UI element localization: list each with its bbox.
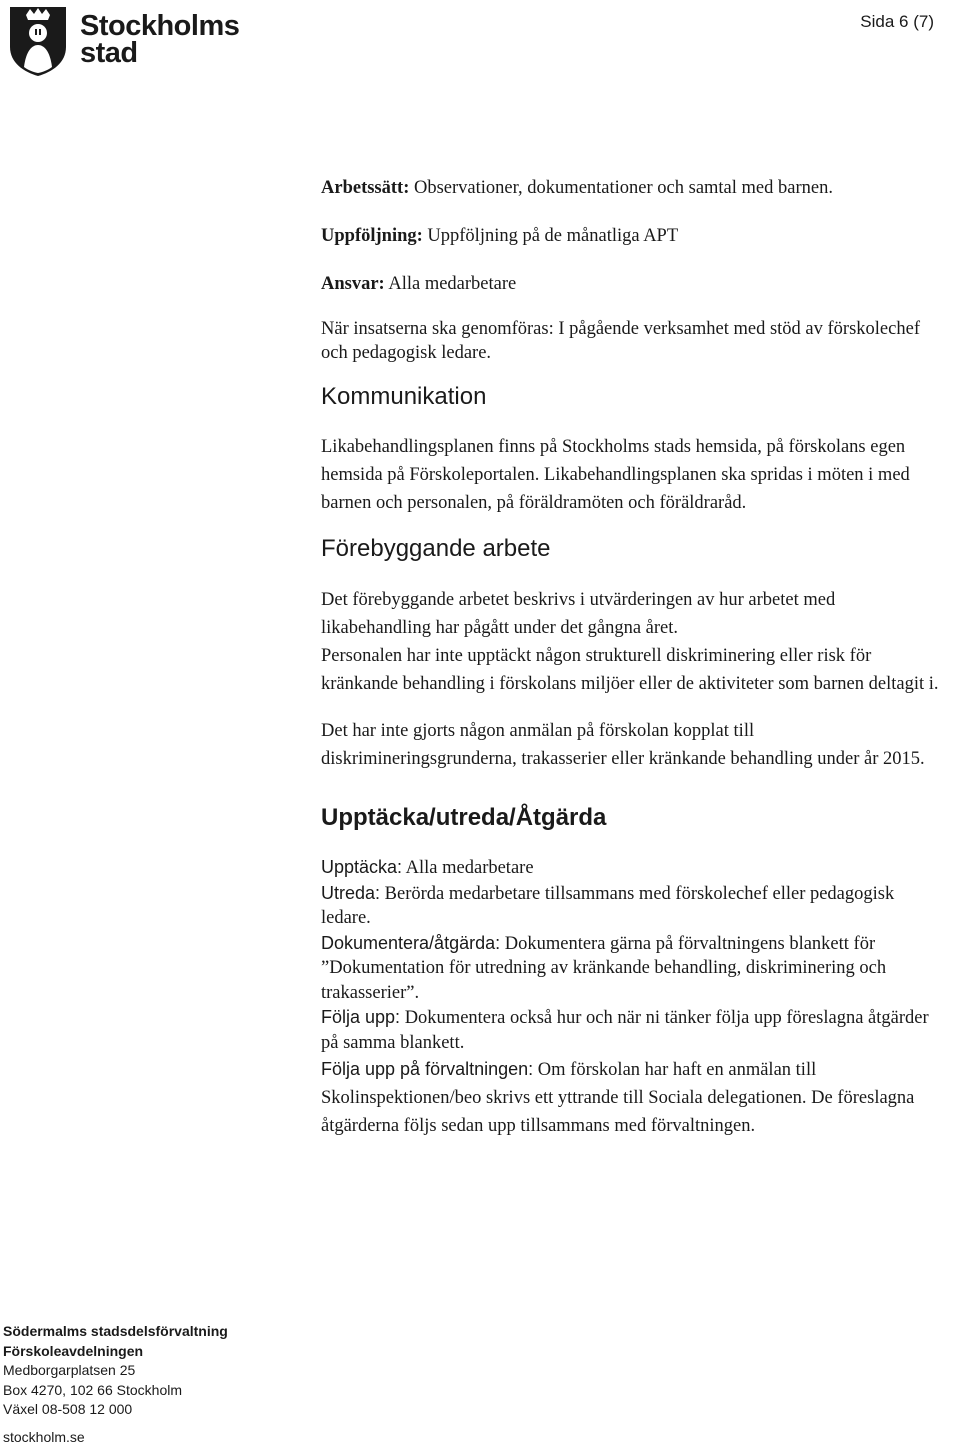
upptacka-text: Alla medarbetare — [402, 858, 534, 878]
folja-item — [321, 1005, 941, 1055]
footer-address: Medborgarplatsen 25 — [3, 1362, 136, 1378]
upptacka-label: Upptäcka: — [321, 857, 403, 877]
dokumentera-item — [321, 931, 941, 1006]
forebyggande-paragraph-3: Det har inte gjorts någon anmälan på förskolan kopplat till diskrimineringsgrunderna, trakasserier eller kränkande behandling under år 2015. — [321, 721, 925, 769]
footer-website: stockholm.se — [3, 1428, 85, 1445]
folja-text: Dokumentera också hur och när ni tänker följa upp föreslagna åtgärder på samma blankett. — [321, 1008, 929, 1053]
arbetssatt-label: Arbetssätt: — [321, 178, 410, 198]
utreda-item — [321, 881, 941, 931]
footer-box: Box 4270, 102 66 Stockholm — [3, 1381, 183, 1398]
org-name-line1: Stockholms — [80, 10, 240, 42]
stockholm-crest-icon — [6, 3, 70, 77]
dokumentera-label: Dokumentera/åtgärda: — [321, 932, 501, 953]
folja-forv-text: Om förskolan har haft en anmälan till Skolinspektionen/beo skrivs ett yttrande till Sociala delegationen. De föreslagna åtgärderna följs sedan upp tillsammans med förvaltningen. — [321, 1060, 915, 1136]
arbetssatt-text: Observationer, dokumentationer och samtal med barnen. — [409, 178, 833, 198]
kommunikation-heading: Kommunikation — [321, 383, 487, 410]
footer-department: Förskoleavdelningen — [3, 1342, 144, 1359]
ansvar-line — [321, 270, 941, 298]
uppfoljning-label: Uppföljning: — [321, 226, 423, 246]
page-number: Sida 6 (7) — [860, 12, 934, 31]
footer-phone: Växel 08-508 12 000 — [3, 1401, 133, 1417]
forebyggande-heading: Förebyggande arbete — [321, 535, 551, 562]
folja-forv-label: Följa upp på förvaltningen: — [321, 1059, 534, 1079]
org-name-line2: stad — [80, 37, 138, 69]
footer-org-name: Södermalms stadsdelsförvaltning — [3, 1323, 228, 1339]
forebyggande-paragraph-1: Det förebyggande arbetet beskrivs i utvärderingen av hur arbetet med likabehandling har pågått under det gångna året. — [321, 590, 836, 638]
upptacka-heading: Upptäcka/utreda/Åtgärda — [321, 804, 607, 831]
forebyggande-paragraph-2: Personalen har inte upptäckt någon strukturell diskriminering eller risk för kränkande behandling i förskolans miljöer eller de aktiviteter som barnen deltagit i. — [321, 646, 939, 694]
logo — [6, 3, 239, 77]
ansvar-label: Ansvar: — [321, 274, 385, 294]
nar-paragraph: När insatserna ska genomföras: I pågående verksamhet med stöd av förskolechef och pedagogisk ledare. — [321, 319, 920, 363]
uppfoljning-text: Uppföljning på de månatliga APT — [422, 226, 679, 246]
utreda-text: Berörda medarbetare tillsammans med förskolechef eller pedagogisk ledare. — [321, 883, 895, 928]
footer — [3, 1322, 228, 1447]
folja-forv-item — [321, 1055, 941, 1140]
ansvar-text: Alla medarbetare — [384, 274, 517, 294]
uppfoljning-line — [321, 222, 941, 250]
kommunikation-paragraph: Likabehandlingsplanen finns på Stockholms stads hemsida, på förskolans egen hemsida på Förskoleportalen. Likabehandlingsplanen ska spridas i möten i med barnen och personalen, på föräldramöten och föräldraråd. — [321, 437, 910, 513]
upptacka-list — [321, 855, 941, 1140]
folja-label: Följa upp: — [321, 1007, 401, 1027]
arbetssatt-line — [321, 174, 941, 202]
main-content — [321, 174, 941, 1140]
dokumentera-text: Dokumentera gärna på förvaltningens blankett för ”Dokumentation för utredning av kränkande behandling, diskriminering och trakasserier”. — [321, 933, 887, 1003]
utreda-label: Utreda: — [321, 882, 381, 903]
upptacka-item — [321, 855, 941, 881]
